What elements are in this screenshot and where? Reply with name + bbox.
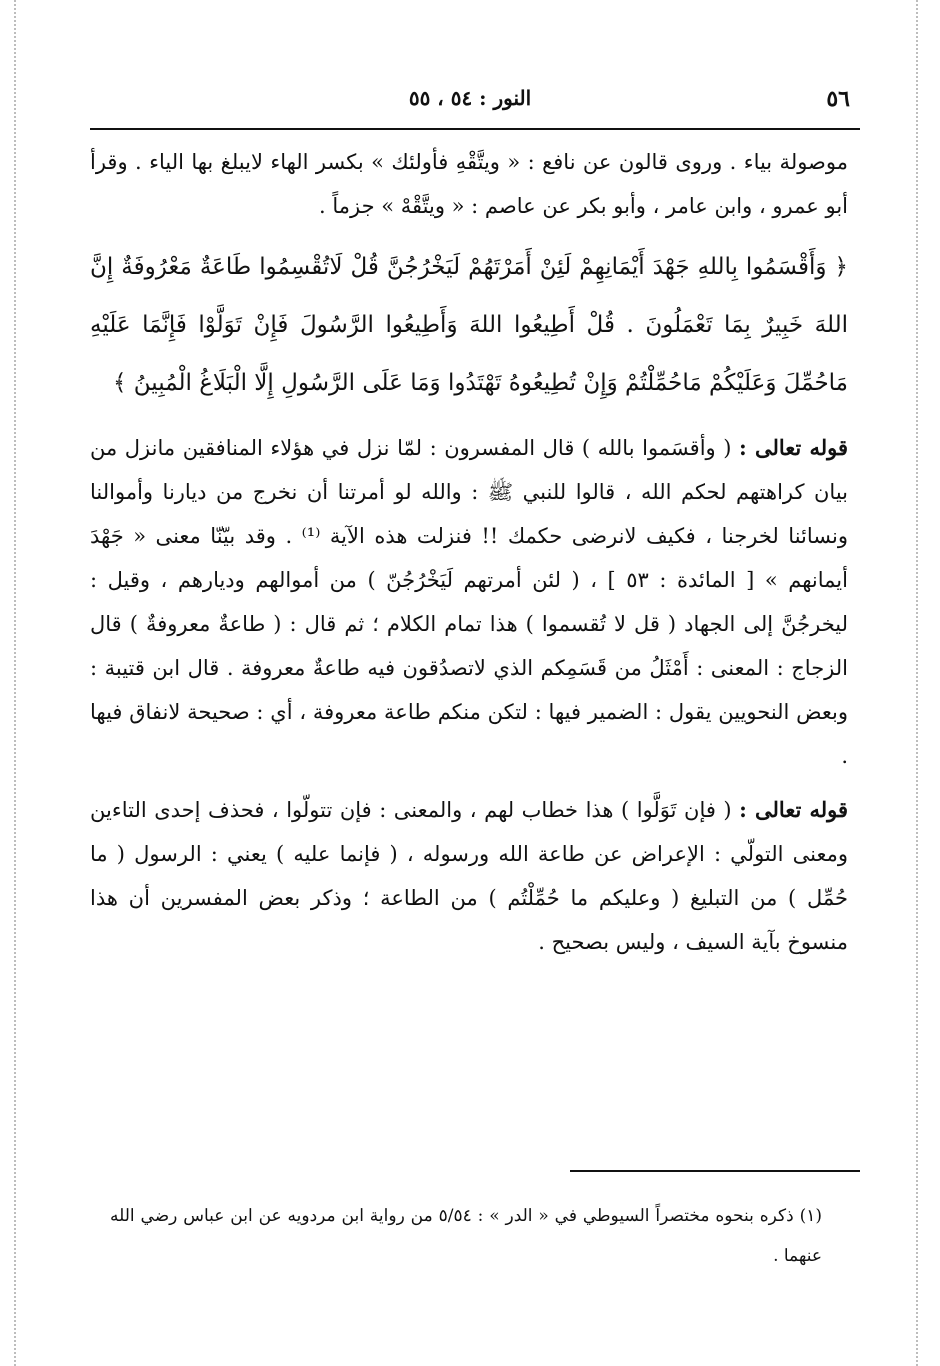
main-text xyxy=(90,140,848,964)
footnote: (١) ذكره بنحوه مختصراً السيوطي في « الدر » : ٥/٥٤ من رواية ابن مردويه عن ابن عباس رضي الله عنهما . xyxy=(110,1206,822,1266)
paragraph-4-text: ( فإن تَوَلَّوا ) هذا خطاب لهم ، والمعنى : فإن تتولّوا ، فحذف إحدى التاءين ومعنى التولّي : الإعراض عن طاعة الله ورسوله ، ( فإنما عليه ) يعني : الرسول ( ما حُمِّل ) من التبليغ ( وعليكم ما حُمِّلْتُم ) من الطاعة ؛ وذكر بعض المفسرين أن هذا منسوخ بآية السيف ، وليس بصحيح . xyxy=(90,798,848,954)
paragraph-4 xyxy=(90,788,848,964)
paragraph-3-lead: قوله تعالى : xyxy=(739,435,848,460)
header-rule xyxy=(90,128,860,130)
footnote-rule xyxy=(570,1170,860,1172)
quran-verse: ﴿ وَأَقْسَمُوا بِاللهِ جَهْدَ أَيْمَانِهِمْ لَئِنْ أَمَرْتَهُمْ لَيَخْرُجُنَّ قُلْ لَاتُقْسِمُوا طَاعَةٌ مَعْرُوفَةٌ إِنَّ اللهَ خَبِيرٌ بِمَا تَعْمَلُونَ . قُلْ أَطِيعُوا اللهَ وَأَطِيعُوا الرَّسُولَ فَإِنْ تَوَلَّوْا فَإِنَّمَا عَلَيْهِ مَاحُمِّلَ وَعَلَيْكُمْ مَاحُمِّلْتُمْ وَإِنْ تُطِيعُوهُ تَهْتَدُوا وَمَا عَلَى الرَّسُولِ إِلَّا الْبَلَاغُ الْمُبِينُ ﴾ xyxy=(90,254,848,396)
scan-edge-right xyxy=(916,0,918,1366)
paragraph-3-text: ( وأقسَموا بالله ) قال المفسرون : لمّا نزل في هؤلاء المنافقين مانزل من بيان كراهتهم لحكم الله ، قالوا للنبي ﷺ : والله لو أمرتنا أن نخرج من ديارنا وأموالنا ونسائنا لخرجنا ، فكيف لانرضى حكمك !! فنزلت هذه الآية ⁽¹⁾ . وقد بيّنّا معنى « جَهْدَ أيمانهم » [ المائدة : ٥٣ ] ، ( لئن أمرتهم لَيَخْرُجُنّ ) من أموالهم وديارهم ، وقيل : ليخرجُنَّ إلى الجهاد ( قل لا تُقسموا ) هذا تمام الكلام ؛ ثم قال : ( طاعةٌ معروفةٌ ) قال الزجاج : المعنى : أَمْثَلُ من قَسَمِكم الذي لاتصدُقون فيه طاعةٌ معروفة . قال ابن قتيبة : وبعض النحويين يقول : الضمير فيها : لتكن منكم طاعة معروفة ، أي : صحيحة لانفاق فيها . xyxy=(90,436,848,768)
paragraph-4-lead: قوله تعالى : xyxy=(739,797,848,822)
scan-edge-left xyxy=(14,0,16,1366)
page-header xyxy=(90,86,850,116)
paragraph-3 xyxy=(90,426,848,778)
page-number: ٥٦ xyxy=(826,86,850,112)
paragraph-1: موصولة بياء . وروى قالون عن نافع : « ويتَّقْهِ فأولئك » بكسر الهاء لايبلغ بها الياء . وقرأ أبو عمرو ، وابن عامر ، وأبو بكر عن عاصم : « ويتَّقْهْ » جزماً . xyxy=(90,150,848,218)
running-title: النور : ٥٤ ، ٥٥ xyxy=(408,86,532,110)
